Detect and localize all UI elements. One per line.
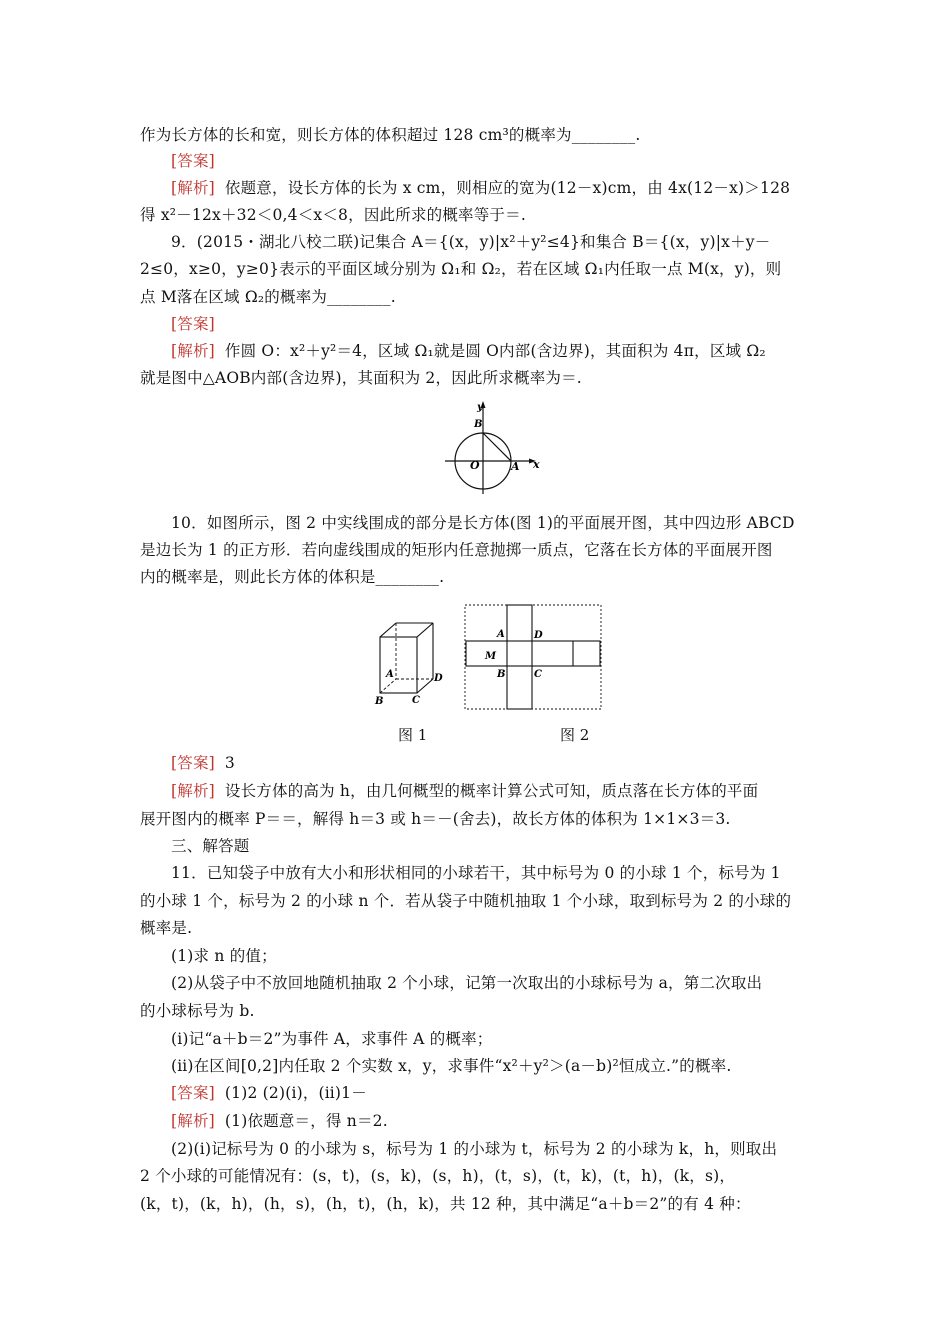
answer-line [171,1082,843,1104]
text-line: (2)(ⅰ)记标号为 0 的小球为 s，标号为 1 的小球为 t，标号为 2 的小球为 k，h，则取出 [171,1140,778,1158]
label-a: A [511,460,520,473]
text-line: 内的概率是，则此长方体的体积是________. [140,568,445,586]
text-line: 2 个小球的可能情况有：(s，t)，(s，k)，(s，h)，(t，s)，(t，k)，(t，h)，(k，s)， [140,1167,736,1185]
cuboid-front-face [380,637,417,693]
section-heading: 三、解答题 [171,837,250,855]
label-o: O [470,459,480,472]
net-figure [462,603,604,713]
answer-label-line [171,313,843,335]
answer-label-line [171,150,843,172]
answer-tag: [答案] [171,152,215,170]
net-vertical-strip [507,605,532,709]
label-y: y [477,402,483,413]
text-line: 展开图内的概率 P＝＝，解得 h＝3 或 h＝－(舍去)，故长方体的体积为 1×1×3＝3. [140,810,731,828]
text-line: (1)依题意＝，得 n＝2. [224,1112,388,1130]
label-c: C [412,695,420,706]
text-line: (1)求 n 的值； [171,947,277,965]
label-c: C [534,669,542,680]
label-b: B [474,419,483,430]
label-b: B [497,669,506,680]
analysis-tag: [解析] [171,179,215,197]
answer-tag: [答案] [171,1084,215,1102]
analysis-line [171,340,843,362]
label-a: A [497,629,505,640]
analysis-line [171,780,843,802]
answer-value: 3 [224,754,235,772]
text-line: (k，t)，(k，h)，(h，s)，(h，t)，(h，k)，共 12 种，其中满足“a＋b＝2”的有 4 种： [140,1195,751,1213]
text-line: (2)从袋子中不放回地随机抽取 2 个小球，记第一次取出的小球标号为 a，第二次取出 [171,974,763,992]
text-line: 作圆 O：x²＋y²＝4，区域 Ω₁就是圆 O内部(含边界)，其面积为 4π，区域 Ω₂ [224,342,766,360]
text-line: 得 x²－12x＋32＜0,4＜x＜8，因此所求的概率等于＝. [140,206,526,224]
text-line: (ⅰ)记“a＋b＝2”为事件 A，求事件 A 的概率； [171,1030,493,1048]
label-x: x [533,458,540,471]
text-line: 2≤0，x≥0，y≥0}表示的平面区域分别为 Ω₁和 Ω₂，若在区域 Ω₁内任取一点 M(x，y)，则 [140,260,782,278]
question-11-line: 11．已知袋子中放有大小和形状相同的小球若干，其中标号为 0 的小球 1 个，标号为 1 [171,864,781,882]
label-a: A [386,669,394,680]
question-9-line: 9．(2015・湖北八校二联)记集合 A＝{(x，y)|x²＋y²≤4}和集合 B＝{(x，y)|x＋y－ [171,233,771,251]
text-line: 是边长为 1 的正方形．若向虚线围成的矩形内任意抛掷一质点，它落在长方体的平面展开图 [140,541,773,559]
answer-tag: [答案] [171,315,215,333]
text-line: (1)2 (2)(ⅰ)，(ⅱ)1－ [224,1084,367,1102]
analysis-tag: [解析] [171,342,215,360]
analysis-line [171,1110,843,1132]
analysis-tag: [解析] [171,1112,215,1130]
circle-figure [440,398,550,498]
answer-tag: [答案] [171,754,215,772]
text-line: 依题意，设长方体的长为 x cm，则相应的宽为(12－x)cm，由 4x(12－x)＞128 [224,179,791,197]
text-line: 作为长方体的长和宽，则长方体的体积超过 128 cm³的概率为________. [140,126,641,144]
figure-1-caption: 图 1 [398,726,428,744]
label-d: D [534,630,543,641]
label-m: M [485,651,497,662]
text-line: 概率是. [140,919,193,937]
analysis-tag: [解析] [171,782,215,800]
figure-2-caption: 图 2 [560,726,590,744]
text-line: 点 M落在区域 Ω₂的概率为________. [140,288,396,306]
label-b: B [375,696,384,707]
cuboid-figure [370,615,455,710]
text-line: 的小球 1 个，标号为 2 的小球 n 个．若从袋子中随机抽取 1 个小球，取到标号为 2 的小球的 [140,892,792,910]
text-line: 的小球标号为 b. [140,1002,255,1020]
answer-line [171,752,843,774]
label-d: D [434,673,443,684]
text-line: 设长方体的高为 h，由几何概型的概率计算公式可知，质点落在长方体的平面 [224,782,759,800]
analysis-line [171,177,843,199]
text-line: 就是图中△AOB内部(含边界)，其面积为 2，因此所求概率为＝. [140,369,582,387]
question-10-line: 10．如图所示，图 2 中实线围成的部分是长方体(图 1)的平面展开图，其中四边形 ABCD [171,514,795,532]
text-line: (ⅱ)在区间[0,2]内任取 2 个实数 x，y，求事件“x²＋y²＞(a－b)²恒成立.”的概率. [171,1057,732,1075]
